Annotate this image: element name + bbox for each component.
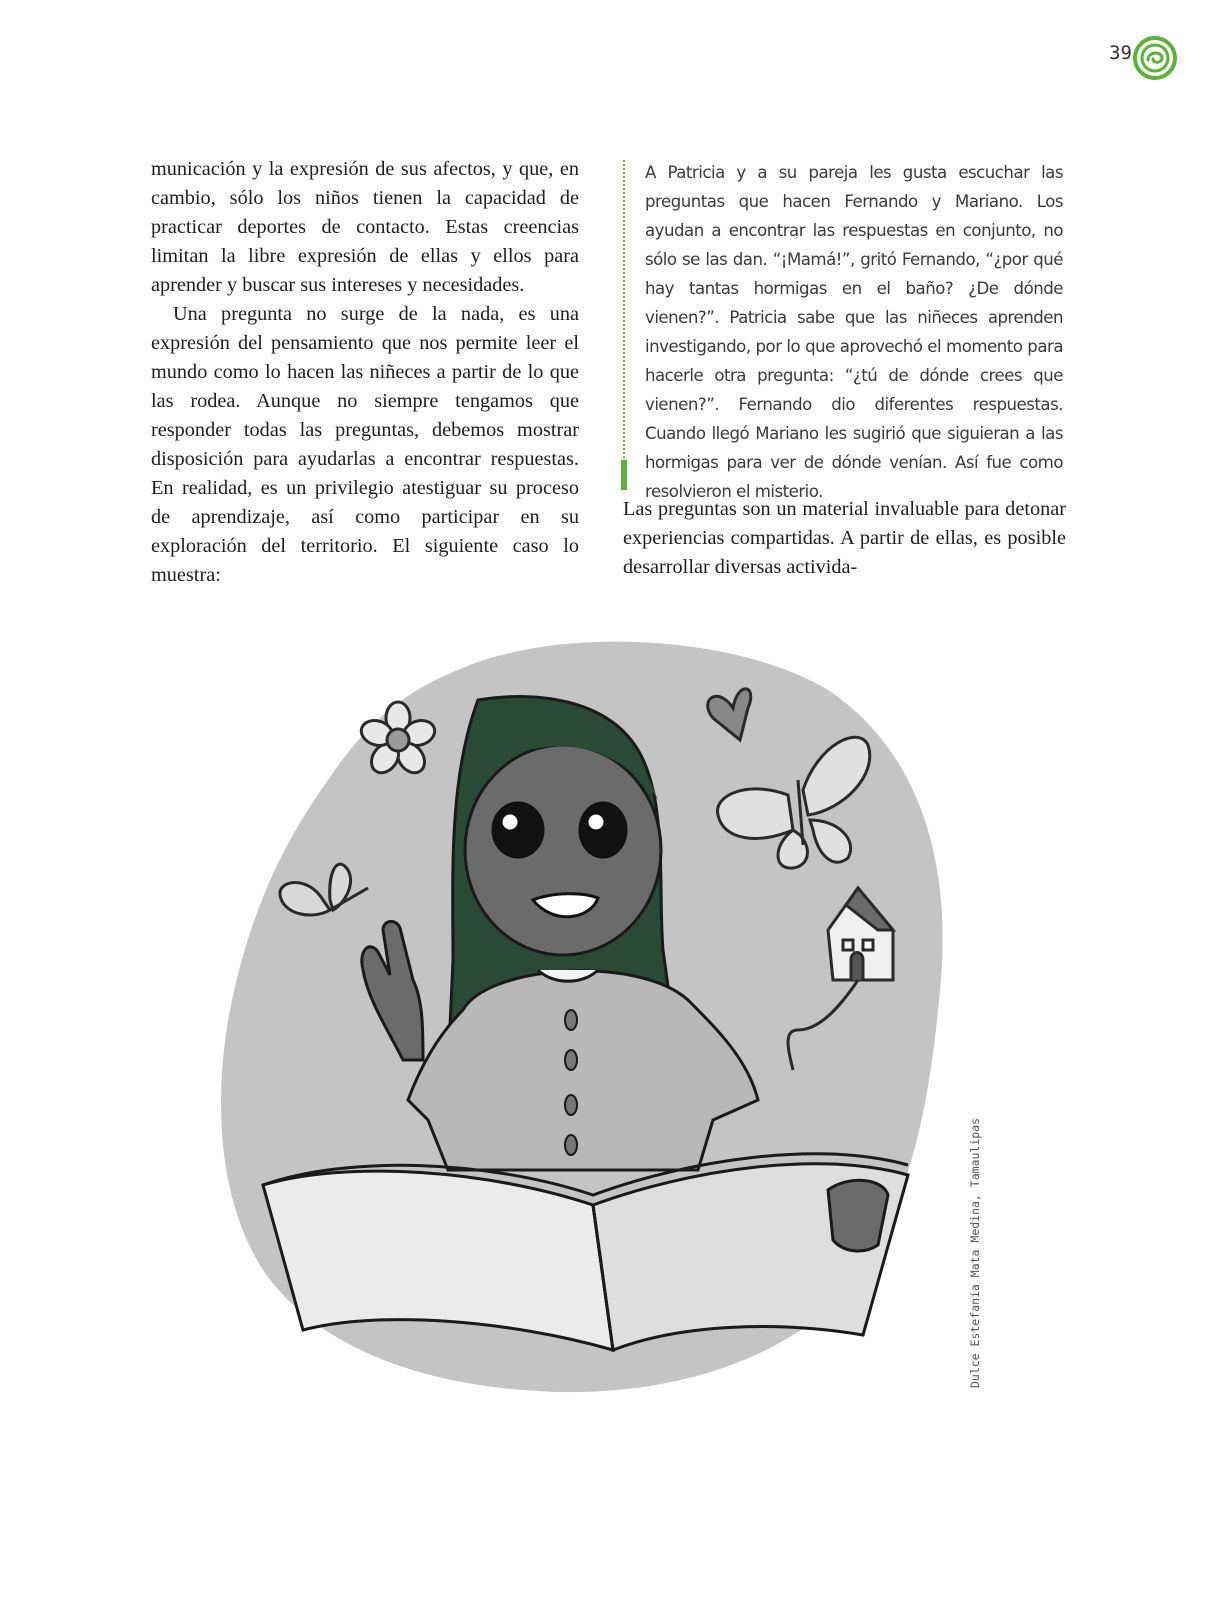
girl-face [465,745,661,955]
accent-bar [621,460,627,490]
paragraph: Una pregunta no surge de la nada, es una expresión del pensamiento que nos permite leer el mundo como lo hacen las niñeces a partir de lo que las rodea. Aunque no siempre tengamos que responder todas las preguntas, debemos mostrar disposición para ayudarlas a encontrar respuestas. En realidad, es un privilegio atestiguar su proceso de aprendizaje, así como participar en su exploración del territorio. El siguiente caso lo muestra: [151,303,579,586]
girl-reading-illustration [218,630,978,1410]
girl-holding-hand [828,1180,888,1251]
illustration-credit: Dulce Estefanía Mata Medina, Tamaulipas [968,1117,982,1388]
case-example-box [623,158,1065,501]
right-column-text: Las preguntas son un material invaluable para detonar experiencias compartidas. A partir de ellas, es posible desarrollar diversas activida- [623,498,1066,578]
swirl-logo-icon [1133,36,1177,80]
case-example-text: A Patricia y a su pareja les gusta escuchar las preguntas que hacen Fernando y Mariano. Los ayudan a encontrar las respuestas en conjunto, no sólo se las dan. “¡Mamá!”, gritó Fernando, “¿por qué hay tantas hormigas en el baño? ¿De dónde vienen?”. Patricia sabe que las niñeces aprenden investigando, por lo que aprovechó el momento para hacerle otra pregunta: “¿tú de dónde crees que vienen?”. Fernando dio diferentes respuestas. Cuando llegó Mariano les sugirió que siguieran a las hormigas para ver de dónde venían. Así fue como resolvieron el misterio. [645,163,1063,501]
left-column-text [151,155,579,590]
paragraph: municación y la expresión de sus afectos, y que, en cambio, sólo los niños tienen la capacidad de practicar deportes de contacto. Estas creencias limitan la libre expresión de ellas y ellos para aprender y buscar sus intereses y necesidades. [151,158,579,296]
page-number: 39 [1109,42,1132,64]
dotted-rule [623,160,625,466]
